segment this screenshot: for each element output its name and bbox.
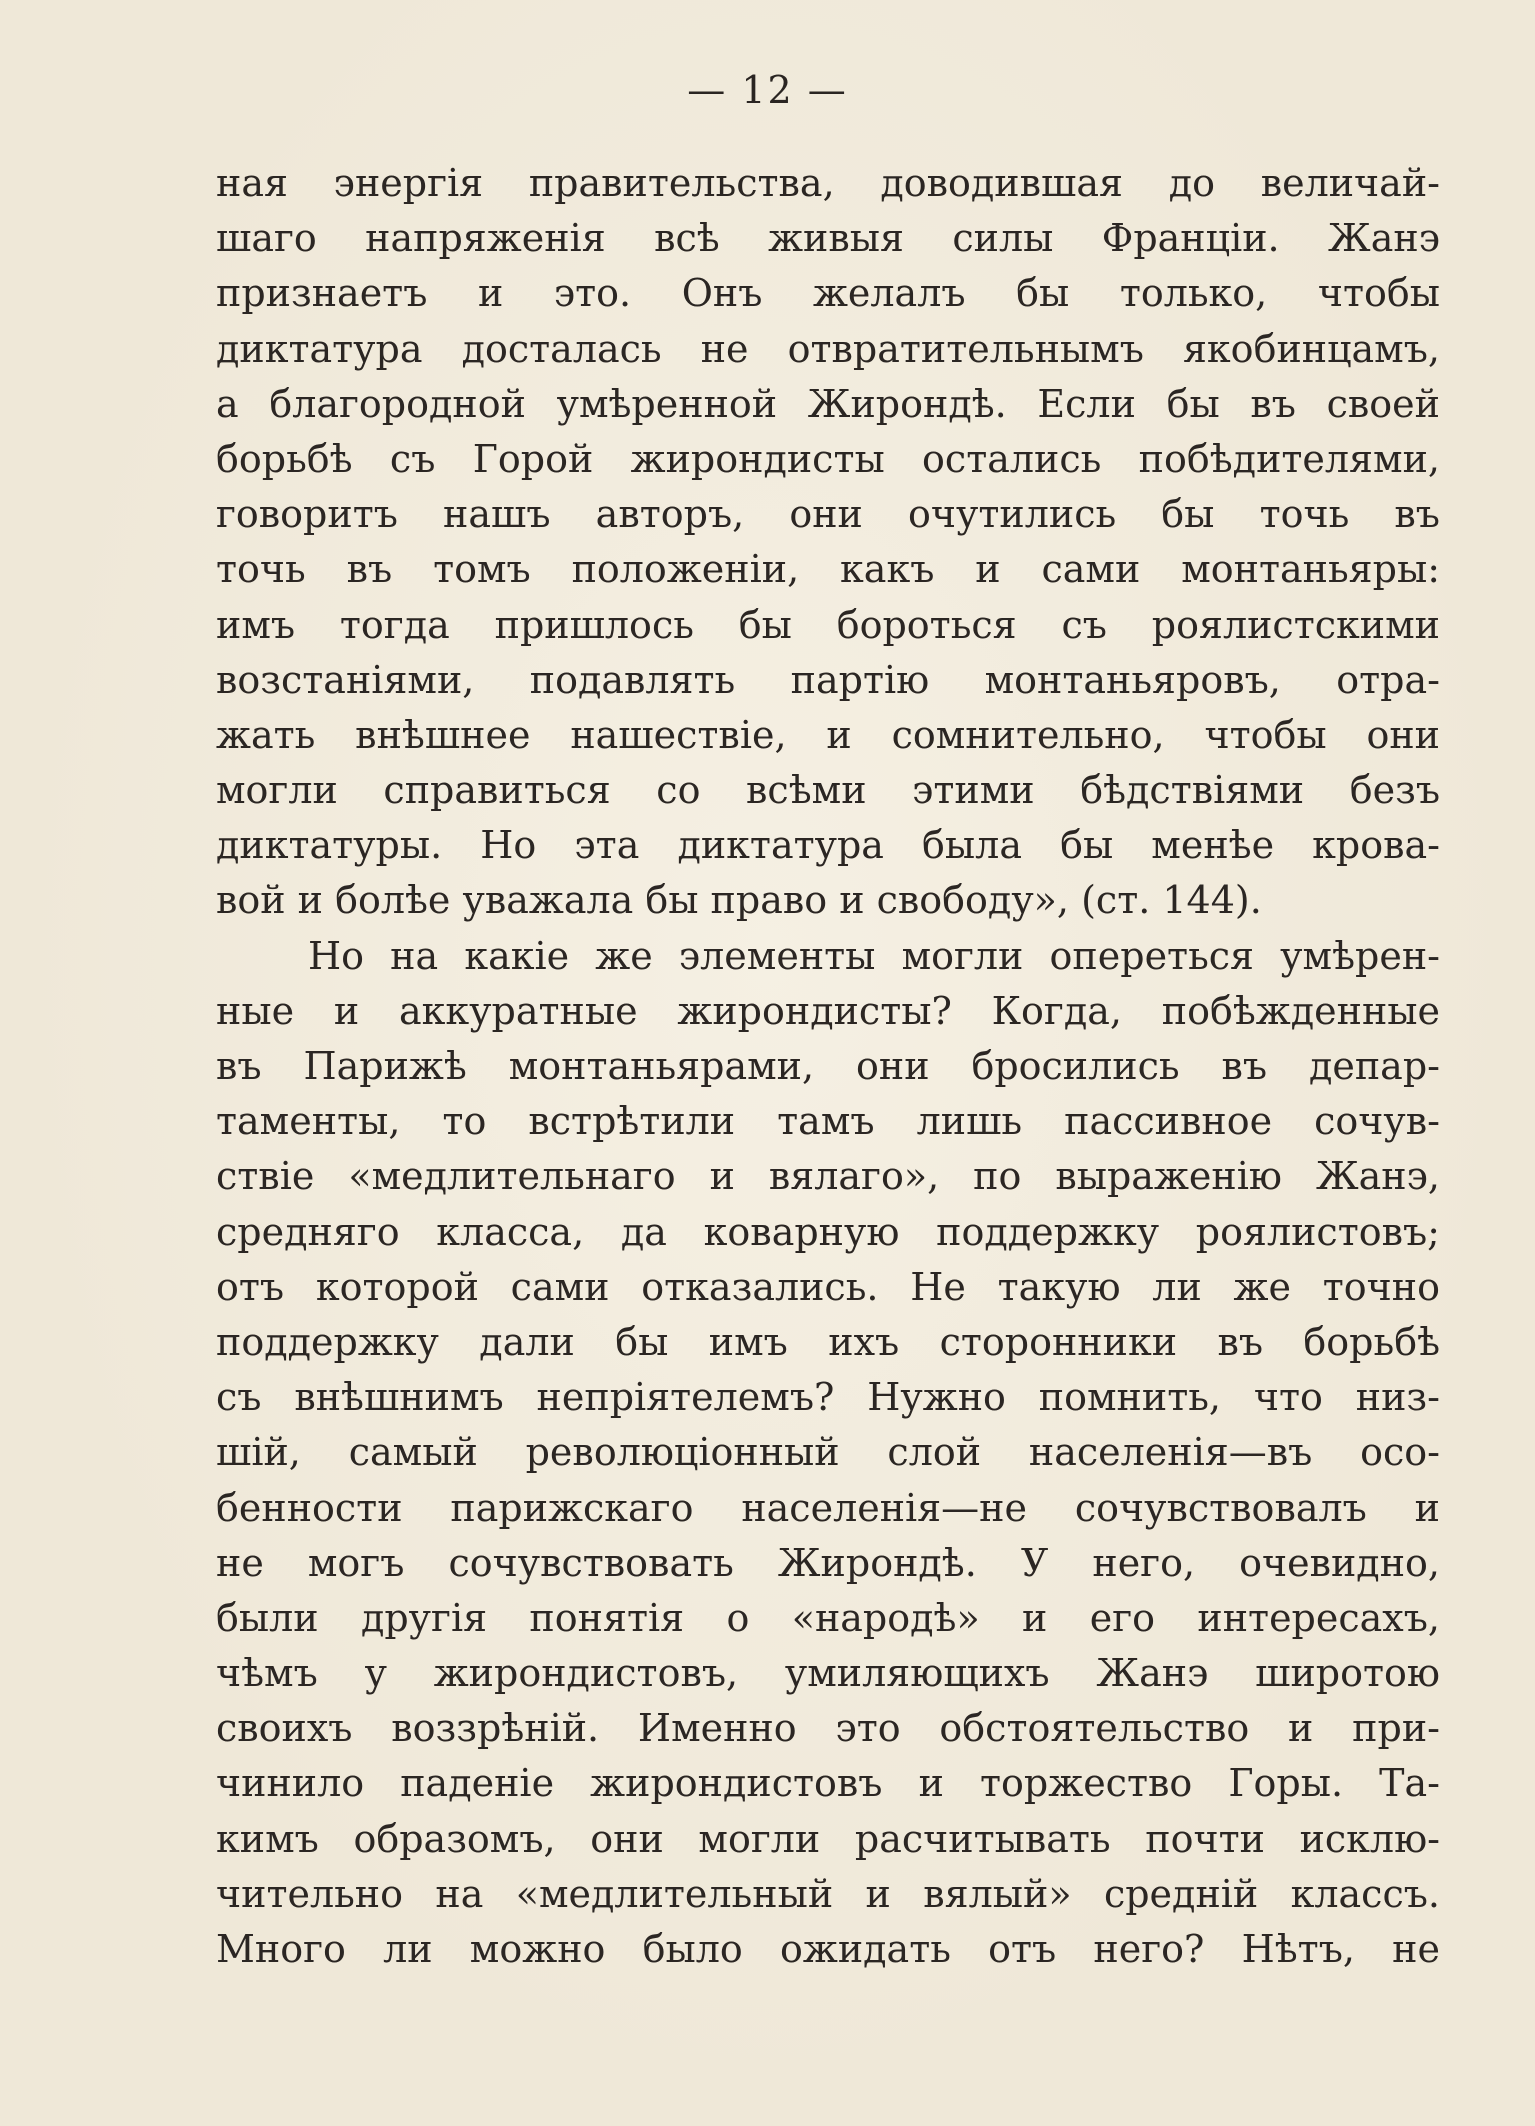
text-line: чѣмъ у жирондистовъ, умиляющихъ Жанэ широтою [216, 1651, 1440, 1696]
text-line: жать внѣшнее нашествіе, и сомнительно, чтобы они [216, 712, 1440, 757]
text-line: таменты, то встрѣтили тамъ лишь пассивное сочув- [216, 1099, 1440, 1144]
text-line: шій, самый революціонный слой населенія—въ осо- [216, 1430, 1440, 1475]
text-line: отъ которой сами отказались. Не такую ли же точно [216, 1264, 1440, 1309]
text-line: поддержку дали бы имъ ихъ сторонники въ борьбѣ [216, 1319, 1440, 1364]
text-line: диктатура досталась не отвратительнымъ якобинцамъ, [216, 326, 1440, 371]
text-line: борьбѣ съ Горой жирондисты остались побѣдителями, [216, 436, 1440, 481]
page-number: — 12 — [687, 68, 848, 112]
body-text [216, 156, 1440, 1977]
text-line: средняго класса, да коварную поддержку роялистовъ; [216, 1209, 1440, 1254]
text-line: чинило паденіе жирондистовъ и торжество Горы. Та- [216, 1761, 1440, 1806]
text-line: Но на какіе же элементы могли опереться умѣрен- [308, 933, 1440, 978]
text-line: въ Парижѣ монтаньярами, они бросились въ депар- [216, 1044, 1440, 1088]
text-line: имъ тогда пришлось бы бороться съ роялистскими [216, 602, 1440, 647]
text-line: точь въ томъ положеніи, какъ и сами монтаньяры: [216, 547, 1440, 592]
text-line: ствіе «медлительнаго и вялаго», по выраженію Жанэ, [216, 1154, 1440, 1199]
text-line: ные и аккуратные жирондисты? Когда, побѣжденные [216, 988, 1440, 1033]
text-line: своихъ воззрѣній. Именно это обстоятельство и при- [216, 1706, 1440, 1751]
text-line: а благородной умѣренной Жирондѣ. Если бы въ своей [216, 381, 1440, 426]
text-line: не могъ сочувствовать Жирондѣ. У него, очевидно, [216, 1540, 1440, 1585]
text-line: бенности парижскаго населенія—не сочувствовалъ и [216, 1485, 1440, 1530]
text-line: вой и болѣе уважала бы право и свободу», (ст. 144). [216, 878, 1262, 923]
text-line: шаго напряженія всѣ живыя силы Франціи. Жанэ [216, 216, 1440, 261]
text-line: возстаніями, подавлять партію монтаньяровъ, отра- [216, 657, 1440, 702]
text-line: были другія понятія о «народѣ» и его интересахъ, [216, 1595, 1440, 1640]
text-line: признаетъ и это. Онъ желалъ бы только, чтобы [216, 271, 1440, 316]
text-line: съ внѣшнимъ непріятелемъ? Нужно помнить, что низ- [216, 1375, 1440, 1420]
text-line: говоритъ нашъ авторъ, они очутились бы точь въ [216, 492, 1440, 537]
text-line: могли справиться со всѣми этими бѣдствіями безъ [216, 768, 1440, 813]
text-line: ная энергія правительства, доводившая до величай- [216, 161, 1440, 205]
text-line: чительно на «медлительный и вялый» средній классъ. [216, 1871, 1440, 1916]
text-line: кимъ образомъ, они могли расчитывать почти исклю- [216, 1816, 1440, 1861]
text-line: Много ли можно было ожидать отъ него? Нѣтъ, не [216, 1927, 1440, 1971]
text-line: диктатуры. Но эта диктатура была бы менѣе крова- [216, 823, 1440, 868]
